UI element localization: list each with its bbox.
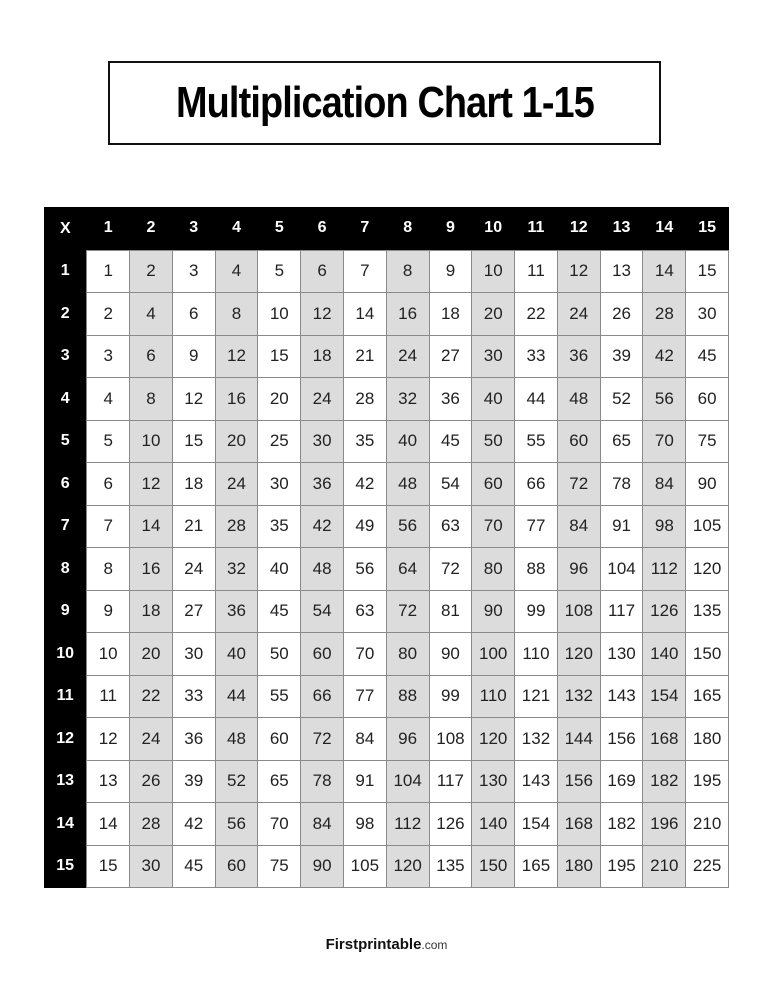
product-cell: 42 xyxy=(643,335,686,378)
product-cell: 30 xyxy=(130,845,173,888)
product-cell: 28 xyxy=(343,378,386,421)
product-cell: 27 xyxy=(172,590,215,633)
product-cell: 20 xyxy=(472,293,515,336)
product-cell: 42 xyxy=(343,463,386,506)
product-cell: 100 xyxy=(472,633,515,676)
product-cell: 30 xyxy=(301,420,344,463)
product-cell: 48 xyxy=(215,718,258,761)
product-cell: 60 xyxy=(472,463,515,506)
product-cell: 18 xyxy=(130,590,173,633)
product-cell: 130 xyxy=(472,760,515,803)
table-row xyxy=(44,250,729,293)
product-cell: 132 xyxy=(557,675,600,718)
product-cell: 110 xyxy=(472,675,515,718)
product-cell: 195 xyxy=(600,845,643,888)
product-cell: 32 xyxy=(386,378,429,421)
product-cell: 70 xyxy=(472,505,515,548)
product-cell: 7 xyxy=(87,505,130,548)
product-cell: 165 xyxy=(515,845,558,888)
product-cell: 36 xyxy=(557,335,600,378)
product-cell: 98 xyxy=(643,505,686,548)
product-cell: 4 xyxy=(130,293,173,336)
product-cell: 26 xyxy=(600,293,643,336)
table-row xyxy=(44,803,729,846)
product-cell: 10 xyxy=(130,420,173,463)
product-cell: 150 xyxy=(472,845,515,888)
product-cell: 48 xyxy=(557,378,600,421)
column-header-10: 10 xyxy=(472,207,515,250)
product-cell: 182 xyxy=(600,803,643,846)
product-cell: 50 xyxy=(472,420,515,463)
product-cell: 28 xyxy=(215,505,258,548)
product-cell: 36 xyxy=(301,463,344,506)
product-cell: 80 xyxy=(386,633,429,676)
product-cell: 80 xyxy=(472,548,515,591)
product-cell: 10 xyxy=(258,293,301,336)
header-row xyxy=(44,207,729,250)
product-cell: 9 xyxy=(87,590,130,633)
table-row xyxy=(44,505,729,548)
table-body xyxy=(44,250,729,888)
row-header-14: 14 xyxy=(44,803,87,846)
product-cell: 90 xyxy=(686,463,729,506)
product-cell: 28 xyxy=(643,293,686,336)
product-cell: 84 xyxy=(343,718,386,761)
product-cell: 52 xyxy=(600,378,643,421)
product-cell: 55 xyxy=(258,675,301,718)
product-cell: 12 xyxy=(557,250,600,293)
column-header-15: 15 xyxy=(686,207,729,250)
product-cell: 78 xyxy=(600,463,643,506)
product-cell: 77 xyxy=(343,675,386,718)
product-cell: 60 xyxy=(686,378,729,421)
product-cell: 60 xyxy=(258,718,301,761)
product-cell: 15 xyxy=(172,420,215,463)
product-cell: 20 xyxy=(130,633,173,676)
column-header-9: 9 xyxy=(429,207,472,250)
product-cell: 105 xyxy=(686,505,729,548)
product-cell: 104 xyxy=(600,548,643,591)
product-cell: 39 xyxy=(172,760,215,803)
product-cell: 135 xyxy=(686,590,729,633)
product-cell: 225 xyxy=(686,845,729,888)
product-cell: 25 xyxy=(258,420,301,463)
product-cell: 49 xyxy=(343,505,386,548)
product-cell: 105 xyxy=(343,845,386,888)
product-cell: 6 xyxy=(87,463,130,506)
column-header-2: 2 xyxy=(130,207,173,250)
product-cell: 63 xyxy=(343,590,386,633)
product-cell: 9 xyxy=(172,335,215,378)
row-header-6: 6 xyxy=(44,463,87,506)
product-cell: 2 xyxy=(130,250,173,293)
column-header-12: 12 xyxy=(557,207,600,250)
product-cell: 18 xyxy=(172,463,215,506)
row-header-15: 15 xyxy=(44,845,87,888)
product-cell: 4 xyxy=(87,378,130,421)
product-cell: 30 xyxy=(172,633,215,676)
product-cell: 40 xyxy=(258,548,301,591)
product-cell: 40 xyxy=(215,633,258,676)
column-header-11: 11 xyxy=(515,207,558,250)
product-cell: 70 xyxy=(643,420,686,463)
product-cell: 72 xyxy=(301,718,344,761)
product-cell: 72 xyxy=(429,548,472,591)
product-cell: 120 xyxy=(686,548,729,591)
product-cell: 130 xyxy=(600,633,643,676)
product-cell: 120 xyxy=(472,718,515,761)
product-cell: 11 xyxy=(87,675,130,718)
product-cell: 3 xyxy=(172,250,215,293)
product-cell: 65 xyxy=(600,420,643,463)
product-cell: 56 xyxy=(643,378,686,421)
product-cell: 182 xyxy=(643,760,686,803)
product-cell: 60 xyxy=(215,845,258,888)
product-cell: 81 xyxy=(429,590,472,633)
product-cell: 72 xyxy=(557,463,600,506)
product-cell: 14 xyxy=(643,250,686,293)
column-header-7: 7 xyxy=(343,207,386,250)
product-cell: 78 xyxy=(301,760,344,803)
product-cell: 40 xyxy=(386,420,429,463)
product-cell: 154 xyxy=(643,675,686,718)
product-cell: 169 xyxy=(600,760,643,803)
row-header-10: 10 xyxy=(44,633,87,676)
row-header-3: 3 xyxy=(44,335,87,378)
product-cell: 66 xyxy=(301,675,344,718)
product-cell: 24 xyxy=(172,548,215,591)
product-cell: 90 xyxy=(472,590,515,633)
product-cell: 36 xyxy=(215,590,258,633)
product-cell: 8 xyxy=(215,293,258,336)
product-cell: 63 xyxy=(429,505,472,548)
product-cell: 54 xyxy=(301,590,344,633)
product-cell: 21 xyxy=(343,335,386,378)
product-cell: 210 xyxy=(643,845,686,888)
column-header-3: 3 xyxy=(172,207,215,250)
table-row xyxy=(44,335,729,378)
column-header-6: 6 xyxy=(301,207,344,250)
product-cell: 1 xyxy=(87,250,130,293)
product-cell: 32 xyxy=(215,548,258,591)
product-cell: 143 xyxy=(515,760,558,803)
product-cell: 20 xyxy=(215,420,258,463)
product-cell: 72 xyxy=(386,590,429,633)
product-cell: 42 xyxy=(301,505,344,548)
table-row xyxy=(44,548,729,591)
product-cell: 120 xyxy=(557,633,600,676)
product-cell: 11 xyxy=(515,250,558,293)
product-cell: 168 xyxy=(557,803,600,846)
product-cell: 30 xyxy=(686,293,729,336)
product-cell: 156 xyxy=(557,760,600,803)
product-cell: 22 xyxy=(515,293,558,336)
product-cell: 196 xyxy=(643,803,686,846)
product-cell: 24 xyxy=(301,378,344,421)
row-header-7: 7 xyxy=(44,505,87,548)
column-header-1: 1 xyxy=(87,207,130,250)
product-cell: 99 xyxy=(429,675,472,718)
product-cell: 27 xyxy=(429,335,472,378)
product-cell: 8 xyxy=(130,378,173,421)
product-cell: 54 xyxy=(429,463,472,506)
product-cell: 108 xyxy=(557,590,600,633)
column-header-4: 4 xyxy=(215,207,258,250)
product-cell: 39 xyxy=(600,335,643,378)
page-title: Multiplication Chart 1-15 xyxy=(175,78,594,127)
product-cell: 33 xyxy=(515,335,558,378)
product-cell: 16 xyxy=(130,548,173,591)
row-header-9: 9 xyxy=(44,590,87,633)
column-header-5: 5 xyxy=(258,207,301,250)
table-row xyxy=(44,760,729,803)
table-row xyxy=(44,378,729,421)
product-cell: 56 xyxy=(343,548,386,591)
product-cell: 110 xyxy=(515,633,558,676)
product-cell: 36 xyxy=(429,378,472,421)
row-header-5: 5 xyxy=(44,420,87,463)
product-cell: 156 xyxy=(600,718,643,761)
column-header-13: 13 xyxy=(600,207,643,250)
product-cell: 24 xyxy=(130,718,173,761)
product-cell: 140 xyxy=(472,803,515,846)
product-cell: 8 xyxy=(386,250,429,293)
product-cell: 13 xyxy=(87,760,130,803)
product-cell: 117 xyxy=(600,590,643,633)
product-cell: 75 xyxy=(258,845,301,888)
product-cell: 126 xyxy=(643,590,686,633)
product-cell: 5 xyxy=(87,420,130,463)
product-cell: 120 xyxy=(386,845,429,888)
table-row xyxy=(44,293,729,336)
product-cell: 66 xyxy=(515,463,558,506)
product-cell: 180 xyxy=(557,845,600,888)
product-cell: 9 xyxy=(429,250,472,293)
product-cell: 21 xyxy=(172,505,215,548)
product-cell: 2 xyxy=(87,293,130,336)
product-cell: 88 xyxy=(386,675,429,718)
product-cell: 168 xyxy=(643,718,686,761)
table-row xyxy=(44,845,729,888)
row-header-2: 2 xyxy=(44,293,87,336)
product-cell: 16 xyxy=(386,293,429,336)
product-cell: 14 xyxy=(87,803,130,846)
product-cell: 45 xyxy=(686,335,729,378)
product-cell: 91 xyxy=(600,505,643,548)
table-row xyxy=(44,463,729,506)
product-cell: 20 xyxy=(258,378,301,421)
product-cell: 88 xyxy=(515,548,558,591)
product-cell: 7 xyxy=(343,250,386,293)
product-cell: 96 xyxy=(557,548,600,591)
product-cell: 24 xyxy=(557,293,600,336)
product-cell: 104 xyxy=(386,760,429,803)
product-cell: 84 xyxy=(301,803,344,846)
product-cell: 117 xyxy=(429,760,472,803)
product-cell: 55 xyxy=(515,420,558,463)
product-cell: 18 xyxy=(429,293,472,336)
product-cell: 90 xyxy=(429,633,472,676)
product-cell: 12 xyxy=(87,718,130,761)
product-cell: 195 xyxy=(686,760,729,803)
product-cell: 60 xyxy=(301,633,344,676)
product-cell: 108 xyxy=(429,718,472,761)
product-cell: 91 xyxy=(343,760,386,803)
product-cell: 154 xyxy=(515,803,558,846)
product-cell: 180 xyxy=(686,718,729,761)
product-cell: 210 xyxy=(686,803,729,846)
table-row xyxy=(44,420,729,463)
product-cell: 143 xyxy=(600,675,643,718)
product-cell: 12 xyxy=(301,293,344,336)
product-cell: 5 xyxy=(258,250,301,293)
row-header-11: 11 xyxy=(44,675,87,718)
product-cell: 8 xyxy=(87,548,130,591)
product-cell: 12 xyxy=(172,378,215,421)
product-cell: 135 xyxy=(429,845,472,888)
table-row xyxy=(44,675,729,718)
product-cell: 60 xyxy=(557,420,600,463)
title-box xyxy=(108,61,661,145)
product-cell: 15 xyxy=(87,845,130,888)
row-header-8: 8 xyxy=(44,548,87,591)
table-row xyxy=(44,590,729,633)
product-cell: 12 xyxy=(130,463,173,506)
product-cell: 165 xyxy=(686,675,729,718)
product-cell: 14 xyxy=(130,505,173,548)
product-cell: 140 xyxy=(643,633,686,676)
product-cell: 44 xyxy=(215,675,258,718)
product-cell: 84 xyxy=(557,505,600,548)
product-cell: 45 xyxy=(429,420,472,463)
product-cell: 24 xyxy=(386,335,429,378)
product-cell: 30 xyxy=(472,335,515,378)
table-row xyxy=(44,633,729,676)
product-cell: 16 xyxy=(215,378,258,421)
product-cell: 56 xyxy=(215,803,258,846)
product-cell: 144 xyxy=(557,718,600,761)
product-cell: 52 xyxy=(215,760,258,803)
product-cell: 40 xyxy=(472,378,515,421)
footer-tld: .com xyxy=(421,938,448,952)
product-cell: 84 xyxy=(643,463,686,506)
product-cell: 15 xyxy=(258,335,301,378)
product-cell: 12 xyxy=(215,335,258,378)
product-cell: 70 xyxy=(343,633,386,676)
product-cell: 3 xyxy=(87,335,130,378)
product-cell: 6 xyxy=(172,293,215,336)
corner-label: X xyxy=(44,207,87,250)
product-cell: 14 xyxy=(343,293,386,336)
product-cell: 28 xyxy=(130,803,173,846)
product-cell: 30 xyxy=(258,463,301,506)
product-cell: 90 xyxy=(301,845,344,888)
row-header-4: 4 xyxy=(44,378,87,421)
product-cell: 45 xyxy=(258,590,301,633)
product-cell: 42 xyxy=(172,803,215,846)
product-cell: 70 xyxy=(258,803,301,846)
product-cell: 112 xyxy=(386,803,429,846)
product-cell: 126 xyxy=(429,803,472,846)
product-cell: 6 xyxy=(130,335,173,378)
product-cell: 10 xyxy=(472,250,515,293)
product-cell: 13 xyxy=(600,250,643,293)
product-cell: 48 xyxy=(386,463,429,506)
product-cell: 35 xyxy=(343,420,386,463)
product-cell: 15 xyxy=(686,250,729,293)
product-cell: 4 xyxy=(215,250,258,293)
column-header-14: 14 xyxy=(643,207,686,250)
product-cell: 44 xyxy=(515,378,558,421)
product-cell: 48 xyxy=(301,548,344,591)
table-row xyxy=(44,718,729,761)
product-cell: 33 xyxy=(172,675,215,718)
product-cell: 112 xyxy=(643,548,686,591)
product-cell: 26 xyxy=(130,760,173,803)
product-cell: 96 xyxy=(386,718,429,761)
row-header-13: 13 xyxy=(44,760,87,803)
product-cell: 50 xyxy=(258,633,301,676)
multiplication-table xyxy=(44,207,729,888)
product-cell: 24 xyxy=(215,463,258,506)
product-cell: 132 xyxy=(515,718,558,761)
column-header-8: 8 xyxy=(386,207,429,250)
product-cell: 56 xyxy=(386,505,429,548)
product-cell: 10 xyxy=(87,633,130,676)
product-cell: 22 xyxy=(130,675,173,718)
product-cell: 64 xyxy=(386,548,429,591)
product-cell: 99 xyxy=(515,590,558,633)
row-header-1: 1 xyxy=(44,250,87,293)
row-header-12: 12 xyxy=(44,718,87,761)
product-cell: 18 xyxy=(301,335,344,378)
footer xyxy=(0,936,773,954)
product-cell: 45 xyxy=(172,845,215,888)
product-cell: 150 xyxy=(686,633,729,676)
product-cell: 36 xyxy=(172,718,215,761)
footer-brand: Firstprintable xyxy=(325,936,422,953)
product-cell: 75 xyxy=(686,420,729,463)
product-cell: 98 xyxy=(343,803,386,846)
product-cell: 65 xyxy=(258,760,301,803)
product-cell: 77 xyxy=(515,505,558,548)
product-cell: 121 xyxy=(515,675,558,718)
product-cell: 6 xyxy=(301,250,344,293)
product-cell: 35 xyxy=(258,505,301,548)
